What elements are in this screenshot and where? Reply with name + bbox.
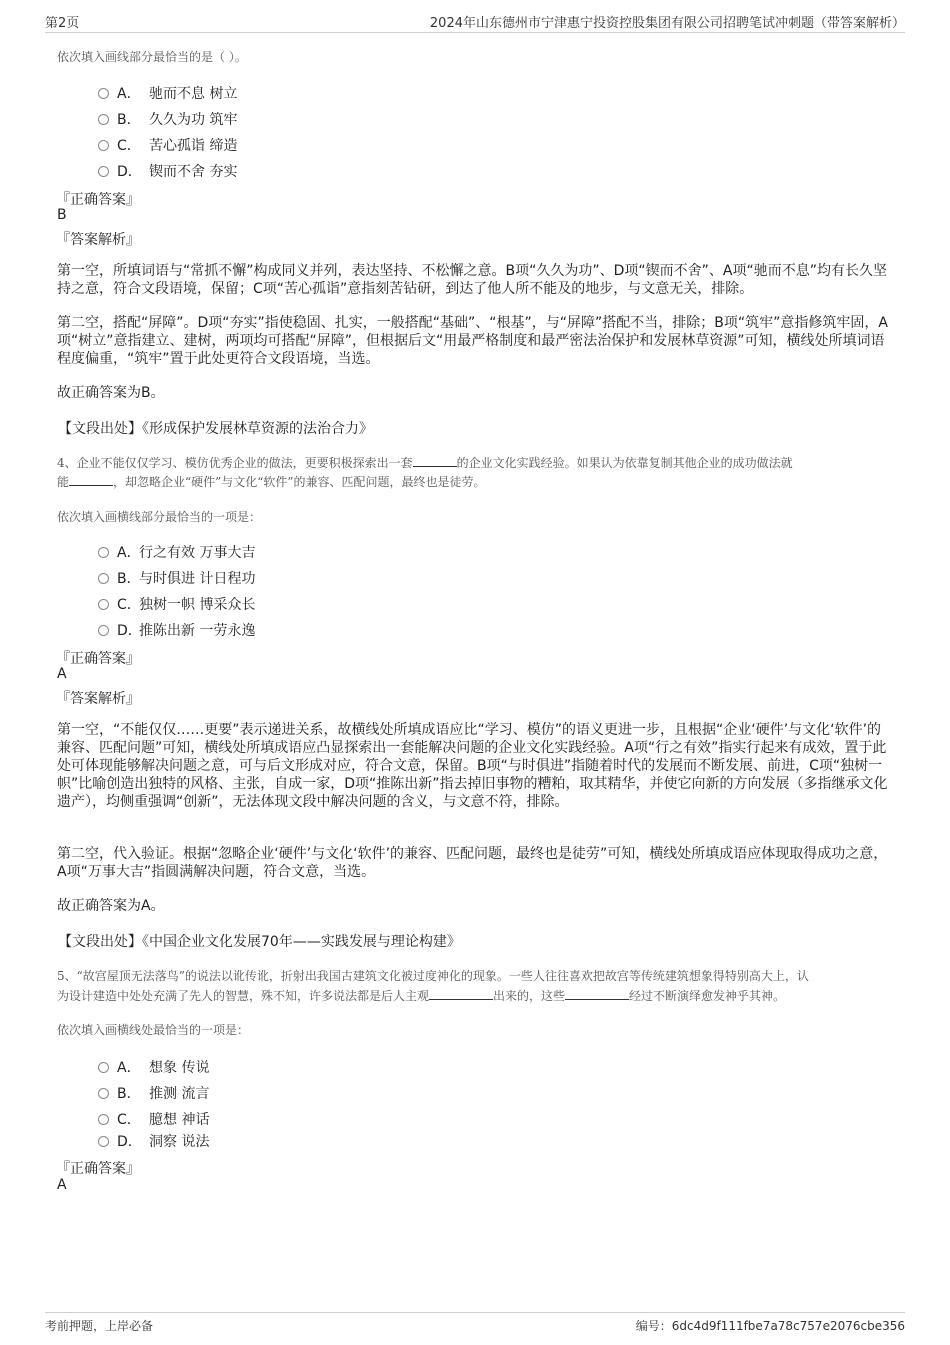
- radio-icon[interactable]: [98, 1062, 109, 1073]
- page-number: 第2页: [45, 16, 80, 31]
- q3-prompt: 依次填入画线部分最恰当的是（ ）。: [57, 50, 247, 64]
- q5-option-c[interactable]: C． 臆想 神话: [98, 1109, 209, 1129]
- q3-answer: B: [57, 207, 67, 223]
- analysis-label: 『答案解析』: [56, 232, 140, 248]
- document-title: 2024年山东德州市宁津惠宁投资控股集团有限公司招聘笔试冲刺题（带答案解析）: [429, 16, 905, 31]
- radio-icon[interactable]: [98, 88, 109, 99]
- q4-stem-line1: 4、企业不能仅仅学习、模仿优秀企业的做法，更要积极探索出一套 的企业文化实践经验。如果认为依靠复制其他企业的成功做法就: [57, 456, 793, 470]
- document-code: 编号：6dc4d9f111fbe7a78c757e2076cbe356: [635, 1319, 905, 1333]
- q5-option-b[interactable]: B． 推测 流言: [98, 1083, 209, 1103]
- blank-2: [69, 473, 113, 486]
- q4-stem-line2: 能 ，却忽略企业“硬件”与文化“软件”的兼容、匹配问题，最终也是徒劳。: [57, 475, 486, 489]
- radio-icon[interactable]: [98, 166, 109, 177]
- q4-option-c[interactable]: C．独树一帜 博采众长: [98, 594, 255, 614]
- q4-prompt: 依次填入画横线部分最恰当的一项是：: [57, 510, 262, 524]
- q3-source: 【文段出处】《形成保护发展林草资源的法治合力》: [58, 421, 373, 437]
- q5-stem-line2: 为设计建造中处处充满了先人的智慧，殊不知，许多说法都是后人主观 出来的，这些 经过不断演绎愈发神乎其神。: [57, 989, 786, 1003]
- q3-option-d[interactable]: D． 锲而不舍 夯实: [98, 161, 237, 181]
- q5-option-a[interactable]: A． 想象 传说: [98, 1057, 209, 1077]
- radio-icon[interactable]: [98, 1088, 109, 1099]
- q4-analysis-1: 第一空，“不能仅仅……更要”表示递进关系，故横线处所填成语应比“学习、模仿”的语义更进一步，且根据“企业‘硬件’与文化‘软件’的兼容、匹配问题”可知，横线处所填成语应凸显探索出一套能解决问题的企业文化实践经验。A项“行之有效”指实行起来有成效，置于此处可体现能够解决问题之意，可与后文形成对应，符合文意，保留。B项“与时俱进”指随着时代的发展而不断发展、前进，C项“独树一帜”比喻创造出独特的风格、主张，自成一家，D项“推陈出新”指去掉旧事物的糟粕，取其精华，并使它向新的方向发展（多指继承文化遗产），均侧重强调“创新”，无法体现文段中解决问题的含义，与文意不符，排除。: [57, 722, 888, 810]
- q3-analysis-3: 故正确答案为B。: [57, 385, 165, 401]
- q3-analysis-2: 第二空，搭配“屏障”。D项“夯实”指使稳固、扎实，一般搭配“基础”、“根基”，与“屏障”搭配不当，排除；B项“筑牢”意指修筑牢固，A项“树立”意指建立、建树，两项均可搭配“屏障”，但根据后文“用最严格制度和最严密法治保护和发展林草资源”可知，横线处所填词语程度偏重，“筑牢”置于此处更符合文段语境，当选。: [57, 315, 888, 367]
- correct-answer-label: 『正确答案』: [56, 192, 140, 208]
- q3-option-c[interactable]: C． 苦心孤诣 缔造: [98, 135, 237, 155]
- q3-option-a[interactable]: A． 驰而不息 树立: [98, 83, 237, 103]
- blank-2: [565, 987, 629, 1000]
- radio-icon[interactable]: [98, 625, 109, 636]
- q4-option-b[interactable]: B．与时俱进 计日程功: [98, 568, 255, 588]
- blank-1: [413, 454, 457, 467]
- radio-icon[interactable]: [98, 1136, 109, 1147]
- q4-source: 【文段出处】《中国企业文化发展70年——实践发展与理论构建》: [58, 934, 461, 950]
- q4-option-d[interactable]: D．推陈出新 一劳永逸: [98, 620, 255, 640]
- page-header: [45, 8, 905, 33]
- q5-option-d[interactable]: D． 洞察 说法: [98, 1131, 209, 1151]
- q5-answer: A: [57, 1177, 67, 1193]
- correct-answer-label: 『正确答案』: [56, 1161, 140, 1177]
- radio-icon[interactable]: [98, 547, 109, 558]
- q4-analysis-3: 故正确答案为A。: [57, 898, 165, 914]
- q3-analysis-1: 第一空，所填词语与“常抓不懈”构成同义并列，表达坚持、不松懈之意。B项“久久为功”、D项“锲而不舍”、A项“驰而不息”均有长久坚持之意，符合文段语境，保留；C项“苦心孤诣”意指刻苦钻研，到达了他人所不能及的地步，与文意无关，排除。: [57, 263, 887, 297]
- page-footer: [45, 1312, 905, 1339]
- correct-answer-label: 『正确答案』: [56, 651, 140, 667]
- q4-analysis-2: 第二空，代入验证。根据“忽略企业‘硬件’与文化‘软件’的兼容、匹配问题，最终也是徒劳”可知，横线处所填成语应体现取得成功之意，A项“万事大吉”指圆满解决问题，符合文意，当选。: [57, 846, 888, 880]
- q5-prompt: 依次填入画横线处最恰当的一项是：: [57, 1023, 250, 1037]
- radio-icon[interactable]: [98, 599, 109, 610]
- analysis-label: 『答案解析』: [56, 691, 140, 707]
- footer-slogan: 考前押题，上岸必备: [45, 1319, 154, 1333]
- radio-icon[interactable]: [98, 114, 109, 125]
- radio-icon[interactable]: [98, 140, 109, 151]
- q5-stem-line1: 5、“故宫屋顶无法落鸟”的说法以讹传讹，折射出我国古建筑文化被过度神化的现象。一些人往往喜欢把故宫等传统建筑想象得特别高大上，认: [57, 969, 809, 983]
- blank-1: [429, 987, 493, 1000]
- radio-icon[interactable]: [98, 573, 109, 584]
- radio-icon[interactable]: [98, 1114, 109, 1125]
- q3-option-b[interactable]: B． 久久为功 筑牢: [98, 109, 237, 129]
- q4-answer: A: [57, 666, 67, 682]
- q4-option-a[interactable]: A．行之有效 万事大吉: [98, 542, 255, 562]
